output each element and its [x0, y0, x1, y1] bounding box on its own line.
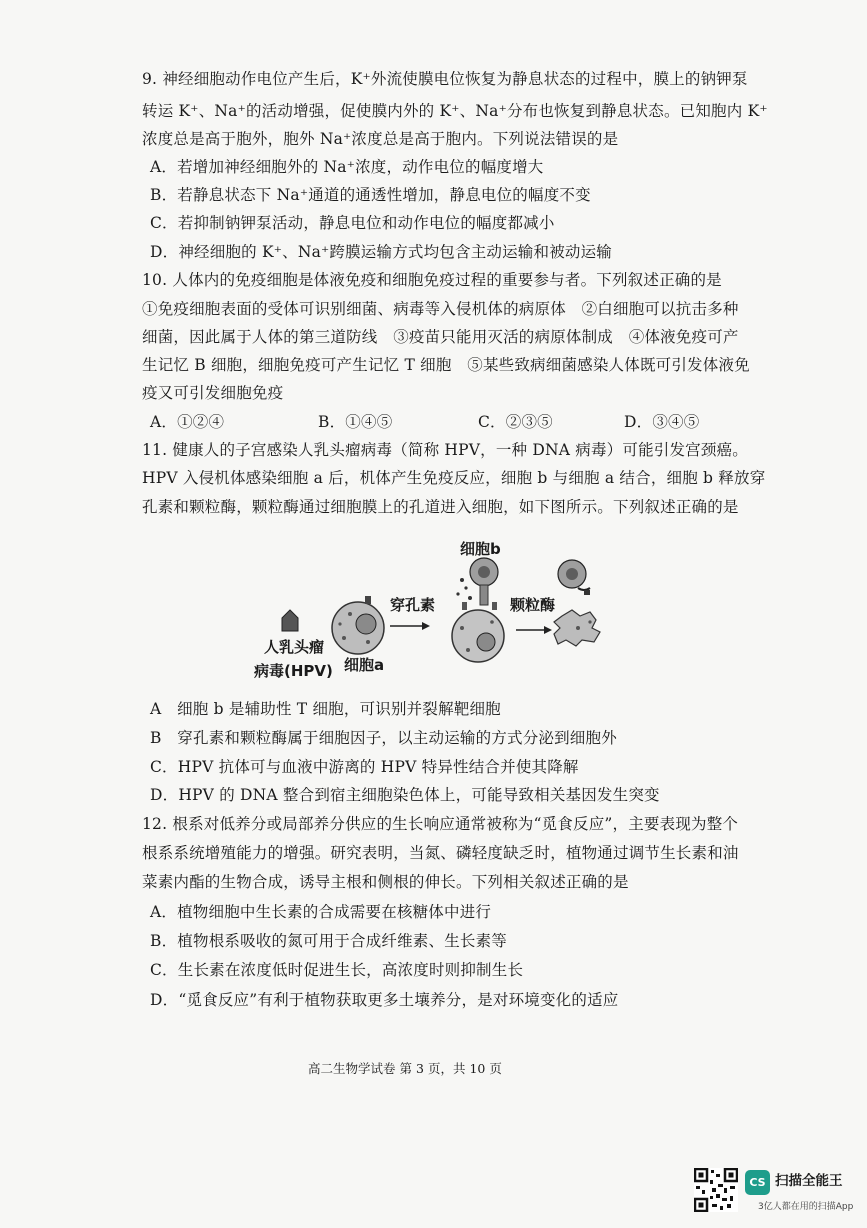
q9-option-b: B．若静息状态下 Na⁺通道的通透性增加，静息电位的幅度不变	[150, 186, 591, 204]
footer-subject: 高二生物学试卷	[308, 1061, 396, 1076]
cell-b-icon	[456, 558, 498, 610]
q9-stem-line-3: 浓度总是高于胞外，胞外 Na⁺浓度总是高于胞内。下列说法错误的是	[142, 130, 619, 148]
q10-stem-line-5: 疫又可引发细胞免疫	[142, 384, 284, 402]
q10-option-d: D．③④⑤	[624, 413, 700, 431]
figure-label-virus-1: 人乳头瘤	[264, 638, 325, 656]
q10-stem-line-2: ①免疫细胞表面的受体可识别细菌、病毒等入侵机体的病原体 ②白细胞可以抗击多种	[142, 300, 739, 318]
q12-option-c: C．生长素在浓度低时促进生长，高浓度时则抑制生长	[150, 961, 524, 979]
footer-page-prefix: 第	[399, 1061, 413, 1076]
arrow-1-icon	[390, 622, 430, 630]
q9-option-c: C．若抑制钠钾泵活动，静息电位和动作电位的幅度都减小	[150, 214, 555, 232]
q9-stem-line-2: 转运 K⁺、Na⁺的活动增强，促使膜内外的 K⁺、Na⁺分布也恢复到静息状态。已知胞内 K⁺	[142, 102, 768, 120]
q10-stem-line-1: 10. 人体内的免疫细胞是体液免疫和细胞免疫过程的重要参与者。下列叙述正确的是	[142, 271, 722, 289]
q10-option-c: C．②③⑤	[478, 413, 553, 431]
q10-option-a: A．①②④	[150, 413, 225, 431]
figure-label-virus-2: 病毒(HPV)	[254, 662, 333, 680]
camscanner-app-name: 扫描全能王	[775, 1173, 843, 1189]
camscanner-tagline: 3亿人都在用的扫描App	[758, 1202, 854, 1212]
q9-option-d: D．神经细胞的 K⁺、Na⁺跨膜运输方式均包含主动运输和被动运输	[150, 243, 613, 261]
q11-option-b: B 穿孔素和颗粒酶属于细胞因子，以主动运输的方式分泌到细胞外	[150, 729, 617, 747]
q12-option-b: B．植物根系吸收的氮可用于合成纤维素、生长素等	[150, 932, 507, 950]
q10-stem-line-4: 生记忆 B 细胞，细胞免疫可产生记忆 T 细胞 ⑤某些致病细菌感染人体既可引发体液免	[142, 356, 750, 374]
q11-option-d: D．HPV 的 DNA 整合到宿主细胞染色体上，可能导致相关基因发生突变	[150, 786, 660, 804]
figure-label-cell-b: 细胞b	[460, 540, 501, 558]
figure-label-cell-a: 细胞a	[344, 656, 385, 674]
camscanner-logo: CS	[745, 1170, 770, 1195]
qr-code-icon	[694, 1168, 738, 1212]
footer-total-pages: 10	[469, 1061, 486, 1076]
q9-stem-line-1: 9. 神经细胞动作电位产生后，K⁺外流使膜电位恢复为静息状态的过程中，膜上的钠钾泵	[142, 70, 748, 88]
q9-option-a: A．若增加神经细胞外的 Na⁺浓度，动作电位的幅度增大	[150, 158, 544, 176]
q10-option-b: B．①④⑤	[318, 413, 393, 431]
q10-stem-line-3: 细菌，因此属于人体的第三道防线 ③疫苗只能用灭活的病原体制成 ④体液免疫可产	[142, 328, 739, 346]
hpv-immune-figure	[240, 538, 640, 688]
q11-stem-line-3: 孔素和颗粒酶，颗粒酶通过细胞膜上的孔道进入细胞，如下图所示。下列叙述正确的是	[142, 498, 739, 516]
q11-stem-line-2: HPV 入侵机体感染细胞 a 后，机体产生免疫反应，细胞 b 与细胞 a 结合，细胞 b 释放穿	[142, 469, 766, 487]
footer-page-number: 3	[416, 1061, 424, 1076]
cell-b-detached-icon	[558, 560, 590, 595]
footer-page-suffix: 页，共	[427, 1061, 466, 1076]
figure-label-granzyme: 颗粒酶	[510, 596, 556, 614]
q12-stem-line-2: 根系系统增殖能力的增强。研究表明，当氮、磷轻度缺乏时，植物通过调节生长素和油	[142, 844, 739, 862]
hpv-virus-icon	[282, 610, 298, 631]
q12-stem-line-3: 菜素内酯的生物合成，诱导主根和侧根的伸长。下列相关叙述正确的是	[142, 873, 629, 891]
q11-option-c: C．HPV 抗体可与血液中游离的 HPV 特异性结合并使其降解	[150, 758, 579, 776]
figure-label-perforin: 穿孔素	[390, 596, 436, 614]
q11-option-a: A 细胞 b 是辅助性 T 细胞，可识别并裂解靶细胞	[150, 700, 501, 718]
cell-a-icon	[332, 596, 384, 654]
page-footer	[308, 1059, 502, 1077]
q12-option-a: A．植物细胞中生长素的合成需要在核糖体中进行	[150, 903, 492, 921]
q12-stem-line-1: 12. 根系对低养分或局部养分供应的生长响应通常被称为“觅食反应”，主要表现为整个	[142, 815, 739, 833]
q10-options-row	[0, 411, 867, 433]
footer-total-suffix: 页	[489, 1061, 502, 1076]
lysed-cell-icon	[554, 610, 600, 646]
q12-option-d: D．“觅食反应”有利于植物获取更多土壤养分，是对环境变化的适应	[150, 991, 619, 1009]
infected-cell-icon	[452, 610, 504, 662]
q11-stem-line-1: 11. 健康人的子宫感染人乳头瘤病毒（简称 HPV，一种 DNA 病毒）可能引发宫颈癌。	[142, 441, 748, 459]
arrow-2-icon	[516, 626, 552, 634]
